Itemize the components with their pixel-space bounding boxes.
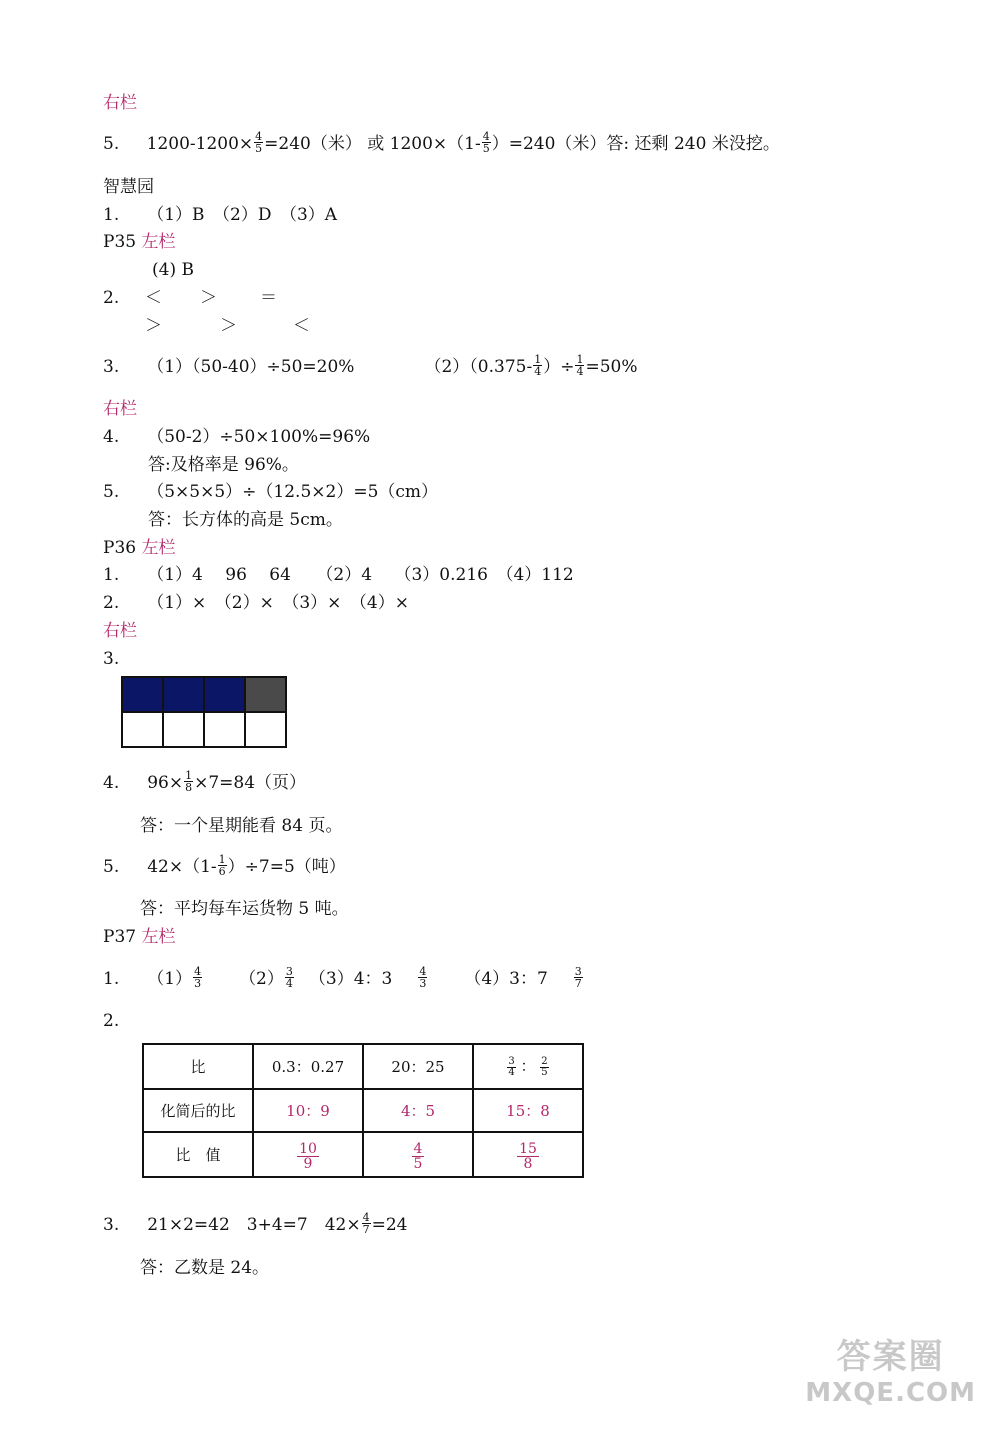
grid-cell-empty: [122, 712, 163, 747]
table-cell: [253, 1132, 363, 1177]
fraction: $\frac{4}{3}$: [194, 965, 202, 990]
p36-q3-num: 3.: [103, 649, 120, 669]
p35-q2-num: 2.: [103, 288, 120, 308]
p35-q4: 4. （50-2）÷50×100%=96%: [103, 427, 371, 447]
fraction: $\frac{3}{4}$: [285, 965, 293, 990]
q5-top-line: 5. 1200-1200× $\frac{4}{5}$ =240（米） 或 1200×（1- $\frac{4}{5}$ ）=240（米）答: 还剩 240 米没挖。: [103, 130, 780, 155]
grid-cell-shaded: [122, 677, 163, 712]
cmp-symbol: ＜: [145, 288, 162, 308]
section-right-col-3: 右栏: [103, 621, 137, 641]
p36-q4-answer: 答：一个星期能看 84 页。: [140, 816, 343, 836]
fraction: $\frac{4}{5}$: [482, 130, 490, 155]
p35-q5-answer: 答：长方体的高是 5cm。: [148, 510, 343, 530]
smart-q1: 1. （1）B （2）D （3）A: [103, 205, 338, 225]
fraction: $\frac{4}{7}$: [362, 1211, 370, 1236]
p36-q5: 5. 42×（1- $\frac{1}{6}$ ）÷7=5（吨）: [103, 853, 346, 878]
grid-cell-empty: [163, 712, 204, 747]
fraction-grid: [121, 676, 287, 748]
p37-q1: 1. （1） $\frac{4}{3}$ （2） $\frac{3}{4}$ （3）4：3 $\frac{4}{3}$ （4）3：7 $\frac{3}{7}$: [103, 965, 582, 990]
p36-q2: 2. （1）× （2）× （3）× （4）×: [103, 593, 409, 613]
fraction: $\frac{1}{4}$: [534, 353, 542, 378]
p35-q1-4: (4) B: [152, 260, 194, 280]
cmp-symbol: ＜: [293, 316, 310, 336]
ratio-table: [142, 1043, 584, 1178]
table-cell: 20：25: [363, 1044, 473, 1089]
section-p35: P35 左栏: [103, 232, 176, 252]
table-cell: [473, 1132, 583, 1177]
table-cell: 4：5: [363, 1089, 473, 1132]
p36-q5-answer: 答：平均每车运货物 5 吨。: [140, 899, 349, 919]
cmp-symbol: ＝: [260, 288, 277, 308]
p35-q3: 3. （1）（50-40）÷50=20% （2）（0.375- $\frac{1}{4}$ ）÷ $\frac{1}{4}$ =50%: [103, 353, 638, 378]
fraction: $\frac{3}{4}$: [508, 1055, 515, 1078]
fraction: $\frac{2}{5}$: [541, 1055, 548, 1078]
grid-cell-shaded: [163, 677, 204, 712]
fraction: $\frac{1}{4}$: [576, 353, 584, 378]
row-header-ratio: 比: [143, 1044, 253, 1089]
fraction: $\frac{3}{7}$: [574, 965, 582, 990]
fraction: $\frac{4}{5}$: [413, 1140, 423, 1172]
q-num: 5.: [103, 134, 120, 154]
p35-q4-answer: 答:及格率是 96%。: [148, 455, 299, 475]
table-cell: 15：8: [473, 1089, 583, 1132]
table-cell: 0.3：0.27: [253, 1044, 363, 1089]
fraction: $\frac{10}{9}$: [299, 1140, 317, 1172]
p36-q1: 1. （1）4 96 64 （2）4 （3）0.216 （4）112: [103, 565, 574, 585]
section-p37: P37 左栏: [103, 927, 176, 947]
grid-cell-empty: [204, 712, 245, 747]
grid-cell-empty: [245, 712, 286, 747]
section-smart: 智慧园: [103, 177, 154, 197]
p36-q4: 4. 96× $\frac{1}{8}$ ×7=84（页）: [103, 769, 307, 794]
p35-q5: 5. （5×5×5）÷（12.5×2）=5（cm）: [103, 482, 439, 502]
table-cell: $\frac{3}{4}$ ： $\frac{2}{5}$: [473, 1044, 583, 1089]
row-header-simplified: 化简后的比: [143, 1089, 253, 1132]
p37-q2-num: 2.: [103, 1011, 120, 1031]
table-cell: 10：9: [253, 1089, 363, 1132]
cmp-symbol: ＞: [220, 316, 237, 336]
p37-q3-answer: 答：乙数是 24。: [140, 1258, 270, 1278]
grid-cell-shaded: [204, 677, 245, 712]
cmp-symbol: ＞: [200, 288, 217, 308]
grid-cell-shaded: [245, 677, 286, 712]
table-cell: [363, 1132, 473, 1177]
section-right-col-2: 右栏: [103, 399, 137, 419]
fraction: $\frac{1}{6}$: [218, 853, 226, 878]
section-p36: P36 左栏: [103, 538, 176, 558]
fraction: $\frac{4}{5}$: [255, 130, 263, 155]
p37-q3: 3. 21×2=42 3+4=7 42× $\frac{4}{7}$ =24: [103, 1211, 408, 1236]
fraction: $\frac{4}{3}$: [419, 965, 427, 990]
fraction: $\frac{1}{8}$: [185, 769, 193, 794]
cmp-symbol: ＞: [145, 316, 162, 336]
section-right-col-1: 右栏: [103, 93, 137, 113]
fraction: $\frac{15}{8}$: [519, 1140, 537, 1172]
watermark: 答案圈 MXQE.COM: [805, 1337, 976, 1408]
row-header-value: 比 值: [143, 1132, 253, 1177]
